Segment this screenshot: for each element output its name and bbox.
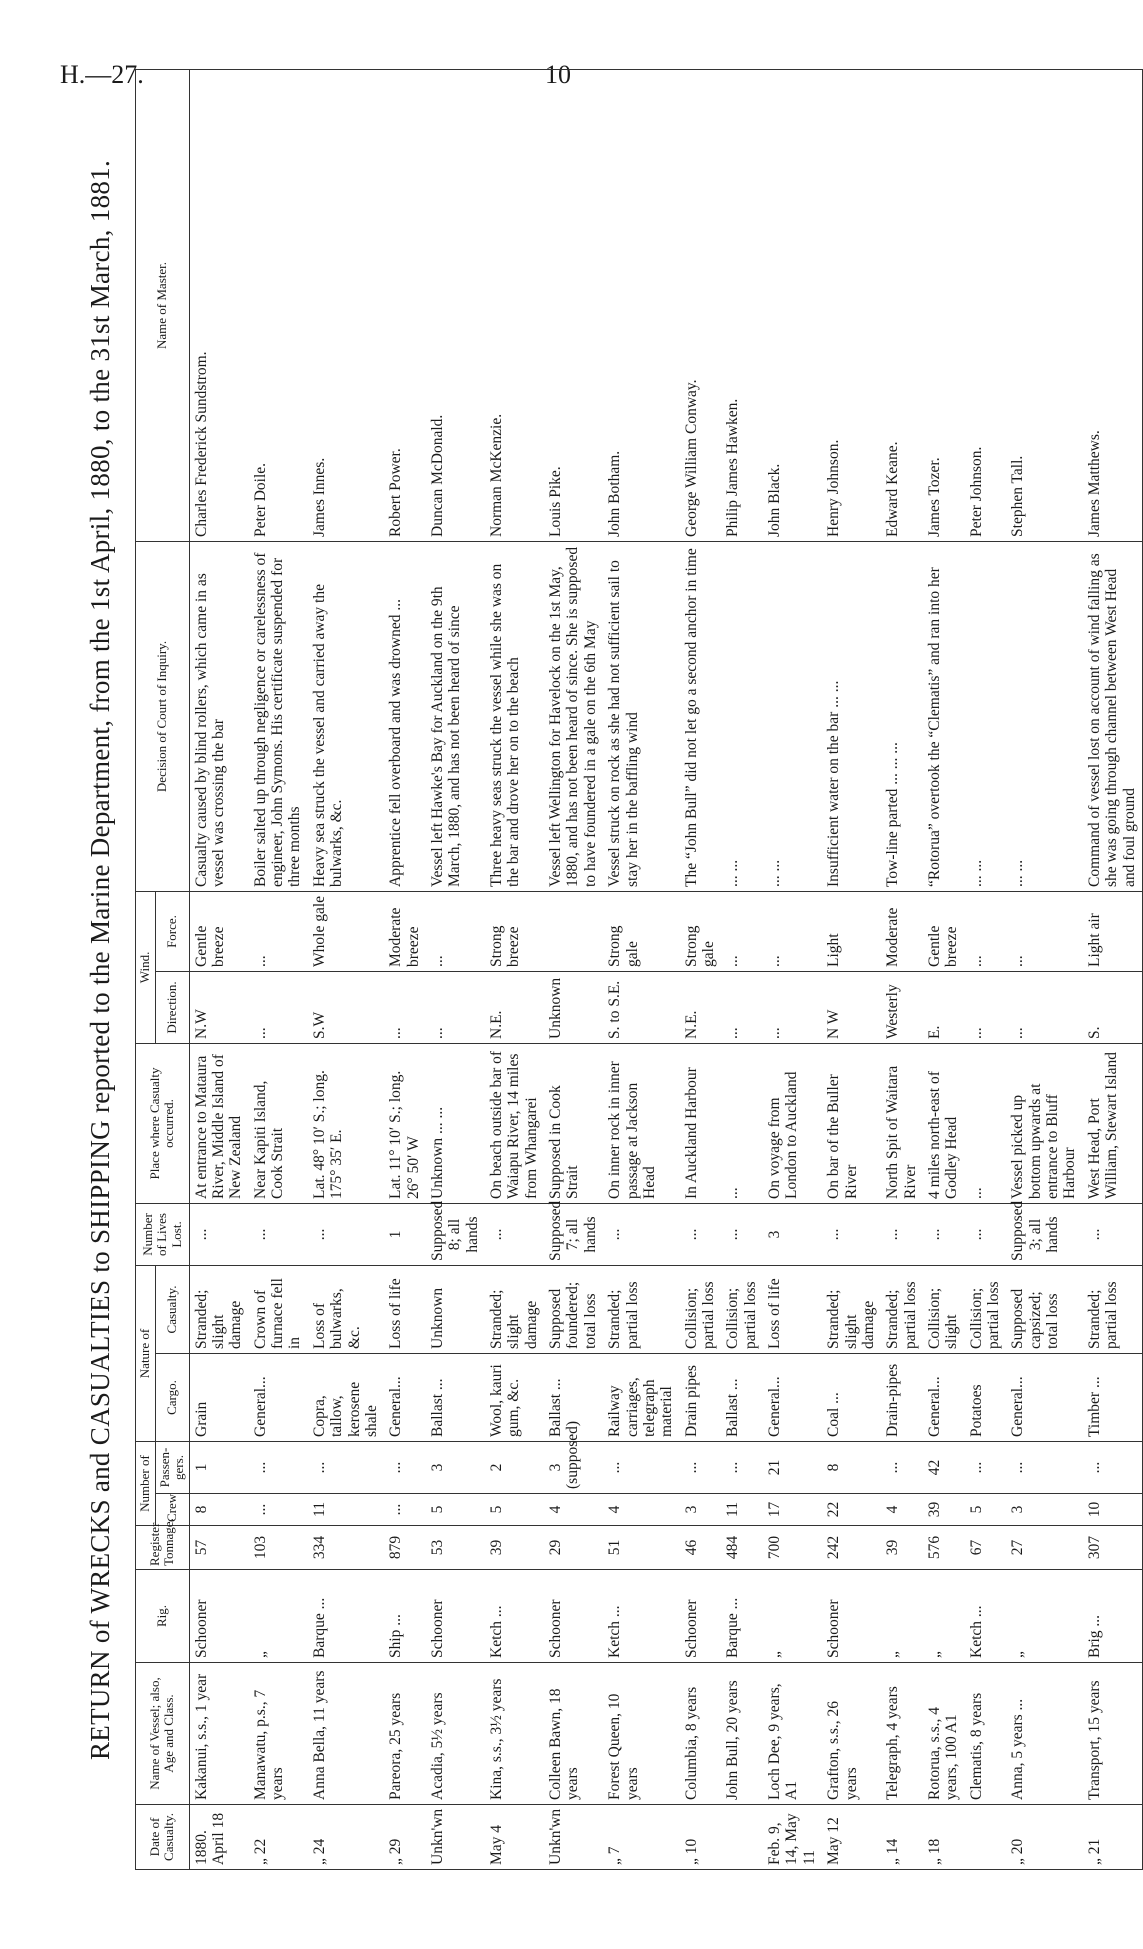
cell-lives: ...: [822, 1203, 881, 1265]
cell-cargo: Railway carriages, telegraph material: [603, 1354, 679, 1442]
cell-tonnage: 484: [721, 1526, 763, 1570]
table-row: [426, 69, 485, 1869]
cell-master: Peter Johnson.: [965, 69, 1007, 541]
table-row: [1006, 69, 1082, 1869]
cell-passengers: ...: [721, 1442, 763, 1494]
cell-passengers: ...: [680, 1442, 722, 1494]
cell-force: Strong gale: [680, 891, 722, 971]
col-wind: Wind.: [136, 891, 156, 1043]
cell-passengers: 1: [189, 1442, 249, 1494]
cell-force: Strong gale: [603, 891, 679, 971]
table-row: [308, 69, 384, 1869]
cell-casualty: Stranded; partial loss: [603, 1265, 679, 1353]
cell-master: James Matthews.: [1083, 69, 1143, 541]
col-tonnage: Register Tonnage.: [136, 1526, 190, 1570]
cell-vessel: Manawatu, p.s., 7 years: [249, 1663, 308, 1805]
cell-master: Philip James Hawken.: [721, 69, 763, 541]
cell-lives: ...: [1083, 1203, 1143, 1265]
cell-passengers: ...: [603, 1442, 679, 1494]
cell-master: Charles Frederick Sundstrom.: [189, 69, 249, 541]
cell-passengers: ...: [308, 1442, 384, 1494]
cell-decision: Vessel left Hawke's Bay for Auckland on the 9th March, 1880, and has not been heard of since: [426, 541, 485, 891]
cell-place: On bar of the Buller River: [822, 1043, 881, 1203]
cell-decision: ... ...: [763, 541, 822, 891]
table-row: [822, 69, 881, 1869]
cell-passengers: 42: [923, 1442, 965, 1494]
table-row: [249, 69, 308, 1869]
cell-date: „ 29: [384, 1805, 426, 1870]
cell-place: On beach outside bar of Waiapu River, 14 miles from Whangarei: [485, 1043, 544, 1203]
cell-passengers: ...: [1006, 1442, 1082, 1494]
cell-decision: The “John Bull” did not let go a second anchor in time: [680, 541, 722, 891]
cell-casualty: Loss of bulwarks, &c.: [308, 1265, 384, 1353]
cell-decision: Insufficient water on the bar ... ...: [822, 541, 881, 891]
cell-cargo: Ballast ...: [426, 1354, 485, 1442]
cell-master: Edward Keane.: [881, 69, 923, 541]
cell-crew: 10: [1083, 1494, 1143, 1526]
cell-place: Near Kapiti Island, Cook Strait: [249, 1043, 308, 1203]
cell-place: At entrance to Mataura River, Middle Island of New Zealand: [189, 1043, 249, 1203]
cell-date: May 4: [485, 1805, 544, 1870]
cell-place: In Auckland Harbour: [680, 1043, 722, 1203]
cell-master: John Black.: [763, 69, 822, 541]
cell-crew: 4: [603, 1494, 679, 1526]
cell-casualty: Supposed capsized; total loss: [1006, 1265, 1082, 1353]
cell-place: Lat. 48° 10′ S.; long. 175° 35′ E.: [308, 1043, 384, 1203]
cell-crew: 8: [189, 1494, 249, 1526]
cell-cargo: General...: [923, 1354, 965, 1442]
cell-casualty: Stranded; partial loss: [1083, 1265, 1143, 1353]
cell-date: „ 14: [881, 1805, 923, 1870]
cell-tonnage: 53: [426, 1526, 485, 1570]
table-row: [1083, 69, 1143, 1869]
cell-crew: 4: [881, 1494, 923, 1526]
cell-rig: Schooner: [426, 1570, 485, 1663]
cell-decision: Heavy sea struck the vessel and carried away the bulwarks, &c.: [308, 541, 384, 891]
cell-rig: „: [1006, 1570, 1082, 1663]
cell-lives: Supposed 7; all hands: [544, 1203, 603, 1265]
cell-rig: „: [923, 1570, 965, 1663]
cell-master: Norman McKenzie.: [485, 69, 544, 541]
cell-master: Henry Johnson.: [822, 69, 881, 541]
cell-crew: 5: [965, 1494, 1007, 1526]
cell-force: Light: [822, 891, 881, 971]
cell-tonnage: 51: [603, 1526, 679, 1570]
cell-direction: ...: [426, 971, 485, 1043]
cell-force: Moderate: [881, 891, 923, 971]
cell-rig: „: [763, 1570, 822, 1663]
col-passengers: Passen-gers.: [155, 1442, 189, 1494]
cell-crew: 17: [763, 1494, 822, 1526]
table-row: [881, 69, 923, 1869]
col-direction: Direction.: [155, 971, 189, 1043]
cell-rig: Barque ...: [308, 1570, 384, 1663]
cell-rig: Ship ...: [384, 1570, 426, 1663]
col-crew: Crew: [155, 1494, 189, 1526]
col-rig: Rig.: [136, 1570, 190, 1663]
table-row: [189, 69, 249, 1869]
cell-passengers: ...: [965, 1442, 1007, 1494]
cell-direction: ...: [1006, 971, 1082, 1043]
cell-force: ...: [965, 891, 1007, 971]
cell-vessel: Telegraph, 4 years: [881, 1663, 923, 1805]
page-number: 10: [545, 60, 571, 89]
cell-place: West Head, Port William, Stewart Island: [1083, 1043, 1143, 1203]
cell-tonnage: 334: [308, 1526, 384, 1570]
cell-crew: 11: [308, 1494, 384, 1526]
cell-vessel: Columbia, 8 years: [680, 1663, 722, 1805]
cell-tonnage: 67: [965, 1526, 1007, 1570]
cell-force: Moderate breeze: [384, 891, 426, 971]
cell-lives: ...: [923, 1203, 965, 1265]
document-id: H.—27.: [60, 60, 144, 89]
cell-force: ...: [763, 891, 822, 971]
cell-vessel: Forest Queen, 10 years: [603, 1663, 679, 1805]
cell-rig: Schooner: [544, 1570, 603, 1663]
cell-casualty: Collision; slight: [923, 1265, 965, 1353]
cell-date: „ 7: [603, 1805, 679, 1870]
cell-place: On inner rock in inner passage at Jackson Head: [603, 1043, 679, 1203]
cell-direction: N.E.: [680, 971, 722, 1043]
cell-place: Supposed in Cook Strait: [544, 1043, 603, 1203]
cell-date: 1880. April 18: [189, 1805, 249, 1870]
cell-rig: Barque ...: [721, 1570, 763, 1663]
table-row: [603, 69, 679, 1869]
cell-direction: N.E.: [485, 971, 544, 1043]
cell-master: Robert Power.: [384, 69, 426, 541]
cell-direction: Unknown: [544, 971, 603, 1043]
cell-casualty: Stranded; partial loss: [881, 1265, 923, 1353]
cell-place: Vessel picked up bottom upwards at entrance to Bluff Harbour: [1006, 1043, 1082, 1203]
cell-place: On voyage from London to Auckland: [763, 1043, 822, 1203]
cell-passengers: 21: [763, 1442, 822, 1494]
cell-decision: ... ...: [1006, 541, 1082, 891]
cell-place: 4 miles north-east of Godley Head: [923, 1043, 965, 1203]
cell-date: [965, 1805, 1007, 1870]
cell-rig: Ketch ...: [485, 1570, 544, 1663]
cell-cargo: Copra, tallow, kerosene shale: [308, 1354, 384, 1442]
col-vessel: Name of Vessel; also, Age and Class.: [136, 1663, 190, 1805]
cell-date: „ 20: [1006, 1805, 1082, 1870]
cell-tonnage: 39: [881, 1526, 923, 1570]
cell-direction: Westerly: [881, 971, 923, 1043]
cell-passengers: ...: [384, 1442, 426, 1494]
cell-place: ...: [721, 1043, 763, 1203]
cell-force: [544, 891, 603, 971]
cell-decision: ... ...: [965, 541, 1007, 891]
cell-direction: N.W: [189, 971, 249, 1043]
cell-force: ...: [426, 891, 485, 971]
cell-vessel: Loch Dee, 9 years, A1: [763, 1663, 822, 1805]
cell-decision: Vessel struck on rock as she had not sufficient sail to stay her in the baffling wind: [603, 541, 679, 891]
cell-direction: ...: [965, 971, 1007, 1043]
cell-lives: ...: [721, 1203, 763, 1265]
table-row: [923, 69, 965, 1869]
cell-date: Feb. 9, 14, May 11: [763, 1805, 822, 1870]
cell-crew: ...: [249, 1494, 308, 1526]
cell-casualty: Loss of life: [763, 1265, 822, 1353]
table-row: [763, 69, 822, 1869]
cell-cargo: Drain-pipes: [881, 1354, 923, 1442]
cell-date: „ 21: [1083, 1805, 1143, 1870]
cell-date: „ 22: [249, 1805, 308, 1870]
cell-tonnage: 879: [384, 1526, 426, 1570]
cell-casualty: Stranded; slight damage: [822, 1265, 881, 1353]
cell-casualty: Supposed foundered; total loss: [544, 1265, 603, 1353]
cell-lives: ...: [881, 1203, 923, 1265]
cell-decision: Tow-line parted ... ... ...: [881, 541, 923, 891]
cell-crew: ...: [384, 1494, 426, 1526]
cell-crew: 3: [680, 1494, 722, 1526]
cell-casualty: Collision; partial loss: [965, 1265, 1007, 1353]
cell-master: Duncan McDonald.: [426, 69, 485, 541]
cell-cargo: General...: [384, 1354, 426, 1442]
cell-master: Peter Doile.: [249, 69, 308, 541]
cell-vessel: Kakanui, s.s., 1 year: [189, 1663, 249, 1805]
cell-casualty: Stranded; slight damage: [189, 1265, 249, 1353]
cell-date: „ 10: [680, 1805, 722, 1870]
cell-rig: Schooner: [680, 1570, 722, 1663]
cell-decision: Apprentice fell overboard and was drowned ...: [384, 541, 426, 891]
cell-crew: 5: [426, 1494, 485, 1526]
cell-force: ...: [1006, 891, 1082, 971]
cell-passengers: 3 (supposed): [544, 1442, 603, 1494]
cell-crew: 5: [485, 1494, 544, 1526]
cell-force: Gentle breeze: [923, 891, 965, 971]
cell-decision: Three heavy seas struck the vessel while she was on the bar and drove her on to the beach: [485, 541, 544, 891]
cell-tonnage: 242: [822, 1526, 881, 1570]
col-date: Date of Casualty.: [136, 1805, 190, 1870]
cell-vessel: Clematis, 8 years: [965, 1663, 1007, 1805]
cell-direction: ...: [384, 971, 426, 1043]
cell-cargo: Drain pipes: [680, 1354, 722, 1442]
cell-tonnage: 57: [189, 1526, 249, 1570]
cell-casualty: Collision; partial loss: [680, 1265, 722, 1353]
cell-vessel: Rotorua, s.s., 4 years, 100 A1: [923, 1663, 965, 1805]
cell-force: Gentle breeze: [189, 891, 249, 971]
cell-cargo: Ballast ...: [544, 1354, 603, 1442]
cell-date: Unkn'wn: [426, 1805, 485, 1870]
cell-vessel: Grafton, s.s., 26 years: [822, 1663, 881, 1805]
cell-casualty: Loss of life: [384, 1265, 426, 1353]
cell-date: May 12: [822, 1805, 881, 1870]
cell-rig: „: [249, 1570, 308, 1663]
cell-lives: 3: [763, 1203, 822, 1265]
table-row: [721, 69, 763, 1869]
cell-master: James Tozer.: [923, 69, 965, 541]
page-title: RETURN of WRECKS and CASUALTIES to SHIPPING reported to the Marine Department, from the 1st April, 1880, to the 31st March, 1881.: [85, 159, 115, 1761]
cell-decision: ... ...: [721, 541, 763, 891]
cell-casualty: Unknown: [426, 1265, 485, 1353]
cell-lives: ...: [189, 1203, 249, 1265]
cell-decision: Command of vessel lost on account of wind falling as she was going through channel between West Head and foul ground: [1083, 541, 1143, 891]
cell-force: ...: [721, 891, 763, 971]
cell-lives: ...: [308, 1203, 384, 1265]
cell-force: Strong breeze: [485, 891, 544, 971]
cell-cargo: Grain: [189, 1354, 249, 1442]
col-decision: Decision of Court of Inquiry.: [136, 541, 190, 891]
cell-decision: “Rotorua” overtook the “Clematis” and ran into her: [923, 541, 965, 891]
cell-lives: Supposed 3; all hands: [1006, 1203, 1082, 1265]
cell-vessel: Anna Bella, 11 years: [308, 1663, 384, 1805]
col-lives: Number of Lives Lost.: [136, 1203, 190, 1265]
cell-vessel: John Bull, 20 years: [721, 1663, 763, 1805]
cell-cargo: Ballast ...: [721, 1354, 763, 1442]
cell-passengers: ...: [249, 1442, 308, 1494]
table-row: [485, 69, 544, 1869]
cell-date: Unkn'wn: [544, 1805, 603, 1870]
cell-cargo: General...: [249, 1354, 308, 1442]
table-row: [544, 69, 603, 1869]
cell-vessel: Colleen Bawn, 18 years: [544, 1663, 603, 1805]
cell-master: Louis Pike.: [544, 69, 603, 541]
cell-date: [721, 1805, 763, 1870]
cell-direction: S.W: [308, 971, 384, 1043]
cell-direction: S.: [1083, 971, 1143, 1043]
cell-vessel: Acadia, 5½ years: [426, 1663, 485, 1805]
col-master: Name of Master.: [136, 69, 190, 541]
rotated-table-page: [85, 30, 1138, 1890]
cell-tonnage: 307: [1083, 1526, 1143, 1570]
cell-rig: Brig ...: [1083, 1570, 1143, 1663]
cell-casualty: Stranded; slight damage: [485, 1265, 544, 1353]
col-place: Place where Casualty occurred.: [136, 1043, 190, 1203]
col-cargo: Cargo.: [155, 1354, 189, 1442]
cell-master: George William Conway.: [680, 69, 722, 541]
cell-cargo: Wool, kauri gum, &c.: [485, 1354, 544, 1442]
cell-passengers: ...: [881, 1442, 923, 1494]
cell-passengers: 2: [485, 1442, 544, 1494]
cell-vessel: Transport, 15 years: [1083, 1663, 1143, 1805]
cell-direction: N W: [822, 971, 881, 1043]
cell-master: Stephen Tall.: [1006, 69, 1082, 541]
cell-master: James Innes.: [308, 69, 384, 541]
cell-lives: ...: [249, 1203, 308, 1265]
cell-place: North Spit of Waitara River: [881, 1043, 923, 1203]
cell-force: ...: [249, 891, 308, 971]
col-casualty: Casualty.: [155, 1265, 189, 1353]
cell-tonnage: 700: [763, 1526, 822, 1570]
cell-vessel: Anna, 5 years ...: [1006, 1663, 1082, 1805]
cell-rig: Ketch ...: [965, 1570, 1007, 1663]
cell-tonnage: 27: [1006, 1526, 1082, 1570]
cell-direction: S. to S.E.: [603, 971, 679, 1043]
table-row: [384, 69, 426, 1869]
cell-lives: 1: [384, 1203, 426, 1265]
cell-rig: Ketch ...: [603, 1570, 679, 1663]
cell-vessel: Kina, s.s., 3½ years: [485, 1663, 544, 1805]
cell-passengers: ...: [1083, 1442, 1143, 1494]
cell-decision: Vessel left Wellington for Havelock on the 1st May, 1880, and has not been heard of since. She is supposed to have foundered in a gale on the 6th May: [544, 541, 603, 891]
cell-tonnage: 46: [680, 1526, 722, 1570]
table-row: [680, 69, 722, 1869]
cell-crew: 4: [544, 1494, 603, 1526]
table-row: [965, 69, 1007, 1869]
cell-date: „ 24: [308, 1805, 384, 1870]
cell-vessel: Pareora, 25 years: [384, 1663, 426, 1805]
col-force: Force.: [155, 891, 189, 971]
cell-force: Whole gale: [308, 891, 384, 971]
cell-cargo: General...: [763, 1354, 822, 1442]
cell-lives: ...: [485, 1203, 544, 1265]
cell-tonnage: 39: [485, 1526, 544, 1570]
cell-lives: ...: [603, 1203, 679, 1265]
col-number-of: Number of: [136, 1442, 156, 1526]
cell-place: Lat. 11° 10′ S.; long. 26° 50′ W: [384, 1043, 426, 1203]
cell-direction: ...: [721, 971, 763, 1043]
cell-cargo: Coal ...: [822, 1354, 881, 1442]
cell-cargo: Potatoes: [965, 1354, 1007, 1442]
cell-passengers: 8: [822, 1442, 881, 1494]
cell-date: „ 18: [923, 1805, 965, 1870]
cell-master: John Botham.: [603, 69, 679, 541]
cell-decision: Boiler salted up through negligence or carelessness of engineer, John Symons. His certificate suspended for three months: [249, 541, 308, 891]
cell-casualty: Crown of furnace fell in: [249, 1265, 308, 1353]
cell-crew: 3: [1006, 1494, 1082, 1526]
cell-rig: „: [881, 1570, 923, 1663]
cell-force: Light air: [1083, 891, 1143, 971]
cell-rig: Schooner: [822, 1570, 881, 1663]
cell-cargo: Timber ...: [1083, 1354, 1143, 1442]
wrecks-table: [135, 69, 1143, 1870]
cell-cargo: General...: [1006, 1354, 1082, 1442]
cell-decision: Casualty caused by blind rollers, which came in as vessel was crossing the bar: [189, 541, 249, 891]
cell-crew: 39: [923, 1494, 965, 1526]
cell-rig: Schooner: [189, 1570, 249, 1663]
cell-tonnage: 576: [923, 1526, 965, 1570]
cell-lives: Supposed 8; all hands: [426, 1203, 485, 1265]
cell-lives: ...: [680, 1203, 722, 1265]
cell-crew: 22: [822, 1494, 881, 1526]
cell-place: Unknown ... ...: [426, 1043, 485, 1203]
cell-tonnage: 29: [544, 1526, 603, 1570]
cell-lives: ...: [965, 1203, 1007, 1265]
cell-place: ...: [965, 1043, 1007, 1203]
cell-direction: E.: [923, 971, 965, 1043]
cell-tonnage: 103: [249, 1526, 308, 1570]
cell-direction: ...: [249, 971, 308, 1043]
cell-direction: ...: [763, 971, 822, 1043]
cell-passengers: 3: [426, 1442, 485, 1494]
cell-crew: 11: [721, 1494, 763, 1526]
cell-casualty: Collision; partial loss: [721, 1265, 763, 1353]
col-nature-of: Nature of: [136, 1265, 156, 1441]
